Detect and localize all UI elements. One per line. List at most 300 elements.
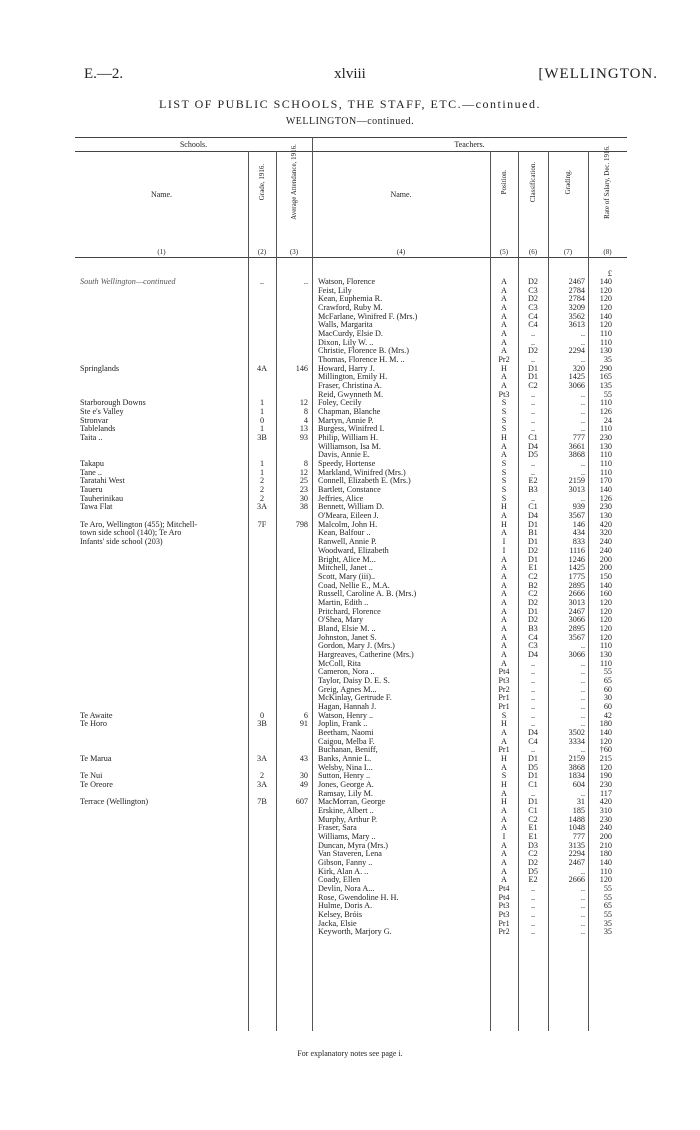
teacher-position: S — [501, 476, 507, 486]
teacher-position: A — [501, 727, 507, 737]
teacher-salary: 120 — [599, 875, 612, 885]
teacher-classification: C4 — [528, 320, 538, 330]
table-row — [0, 798, 700, 807]
teacher-grading: 777 — [572, 832, 585, 841]
teacher-grading: .. — [580, 918, 585, 928]
teacher-salary: 230 — [599, 433, 612, 443]
teacher-grading: 434 — [572, 528, 585, 538]
average-attendance: .. — [303, 277, 308, 286]
teacher-name: Speedy, Hortense — [318, 460, 376, 469]
teacher-salary: 35 — [603, 918, 612, 928]
teacher-salary: 140 — [599, 858, 612, 868]
table-row — [0, 373, 700, 382]
teacher-grading: .. — [580, 415, 585, 425]
teacher-classification: E2 — [528, 875, 538, 885]
teacher-salary: 126 — [599, 493, 612, 503]
teacher-grading: .. — [580, 329, 585, 339]
teacher-name: Gordon, Mary J. (Mrs.) — [318, 642, 395, 651]
teacher-grading: .. — [580, 658, 585, 668]
teacher-name: Bright, Alice M... — [318, 555, 376, 564]
teacher-grading: 833 — [572, 537, 585, 547]
teacher-salary: 130 — [599, 441, 612, 451]
school-grade: 2 — [259, 476, 265, 486]
average-attendance: 25 — [299, 476, 308, 486]
schools-group-header: Schools. — [179, 140, 208, 149]
teacher-salary: 200 — [599, 554, 612, 564]
teacher-name: Woodward, Elizabeth — [318, 546, 389, 555]
teacher-salary: 230 — [599, 779, 612, 789]
teacher-salary: 140 — [599, 727, 612, 737]
teacher-classification: D1 — [527, 519, 538, 529]
classification-header: Classification. — [529, 161, 537, 203]
teacher-classification: D3 — [527, 840, 538, 850]
teacher-salary: 120 — [599, 623, 612, 633]
currency-symbol: £ — [607, 268, 612, 278]
teacher-classification: C2 — [528, 381, 538, 391]
col-number-7: (7) — [563, 248, 573, 256]
teacher-name: Bartlett, Constance — [318, 486, 381, 495]
table-row — [0, 911, 700, 920]
teacher-salary: 55 — [603, 667, 612, 677]
teacher-salary: 120 — [599, 285, 612, 295]
table-row — [0, 703, 700, 712]
table-row — [0, 382, 700, 391]
school-name: Te Oreore — [80, 780, 113, 789]
school-name: Te Marua — [80, 754, 112, 763]
teacher-salary: 420 — [599, 519, 612, 529]
table-row — [0, 512, 700, 521]
teacher-grading: .. — [580, 710, 585, 720]
teacher-name: Hagan, Hannah J. — [318, 702, 377, 711]
school-grade: 2 — [259, 485, 265, 495]
table-row — [0, 538, 700, 547]
col-number-4: (4) — [396, 248, 406, 256]
teacher-position: A — [501, 805, 507, 815]
teacher-position: S — [501, 415, 507, 425]
table-row — [0, 694, 700, 703]
teacher-salary: 180 — [599, 849, 612, 859]
teacher-grading: 185 — [572, 805, 585, 815]
teacher-classification: E1 — [528, 832, 538, 841]
teacher-classification: .. — [530, 918, 536, 928]
teacher-classification: C1 — [528, 805, 538, 815]
teacher-classification: D2 — [527, 597, 538, 607]
average-attendance: 798 — [295, 519, 308, 529]
school-grade: 3B — [257, 433, 267, 443]
table-row — [0, 868, 700, 877]
teacher-position: H — [501, 719, 507, 729]
col-number-3: (3) — [289, 248, 299, 256]
teacher-name: Murphy, Arthur P. — [318, 815, 378, 824]
teacher-name: Reid, Gwynneth M. — [318, 390, 384, 399]
teacher-position: S — [501, 771, 507, 781]
teacher-grading: .. — [580, 693, 585, 703]
teacher-classification: .. — [530, 901, 536, 911]
average-attendance: 8 — [303, 407, 308, 417]
teacher-position: A — [501, 381, 507, 391]
grade-header: Grade, 1916. — [258, 163, 266, 201]
teacher-salary: 120 — [599, 632, 612, 642]
teacher-table-body — [0, 278, 700, 937]
table-row — [0, 686, 700, 695]
teacher-name: Sutton, Henry .. — [318, 772, 371, 781]
teacher-position: A — [501, 823, 507, 833]
teacher-classification: .. — [530, 415, 536, 425]
teacher-name: Williams, Mary .. — [318, 833, 376, 841]
teacher-grading: .. — [580, 389, 585, 399]
school-name: Stronvar — [80, 416, 109, 425]
school-grade: 4A — [256, 363, 267, 373]
teacher-name: Connell, Elizabeth E. (Mrs.) — [318, 477, 411, 486]
teacher-position: A — [501, 849, 507, 859]
teacher-salary: 165 — [599, 372, 612, 382]
teacher-salary: 240 — [599, 537, 612, 547]
teacher-position: A — [501, 658, 507, 668]
table-row — [0, 816, 700, 825]
teacher-classification: D2 — [527, 615, 538, 625]
teacher-position: S — [501, 424, 507, 434]
teacher-grading: .. — [580, 788, 585, 798]
teacher-classification: .. — [530, 927, 536, 937]
teacher-classification: .. — [530, 701, 536, 711]
teacher-position: S — [501, 485, 507, 495]
teacher-grading: .. — [580, 641, 585, 651]
teacher-position: A — [501, 649, 507, 659]
school-grade: 1 — [259, 424, 265, 434]
teacher-classification: .. — [530, 493, 536, 503]
teacher-salary: 215 — [599, 753, 612, 763]
teacher-salary: 120 — [599, 606, 612, 616]
teacher-name: Beetham, Naomi — [318, 728, 374, 737]
teacher-salary: 55 — [603, 884, 612, 894]
teacher-name: Martyn, Annie P. — [318, 416, 374, 425]
teacher-name: MacMorran, George — [318, 798, 386, 807]
group-header-rule — [75, 151, 627, 152]
teacher-position: Pt4 — [498, 892, 510, 902]
teacher-classification: .. — [530, 355, 536, 365]
school-name: Taratahi West — [80, 477, 125, 486]
teacher-name: Feist, Lily — [318, 286, 352, 295]
teacher-grading: 3209 — [568, 303, 585, 313]
school-name-header: Name. — [150, 190, 173, 199]
teacher-name: Kirk, Alan A. .. — [318, 867, 369, 876]
teacher-position: H — [501, 753, 507, 763]
teacher-name: Jacka, Elsie — [318, 919, 357, 928]
teacher-position: A — [501, 337, 507, 347]
average-attendance: 23 — [299, 485, 308, 495]
table-row — [0, 720, 700, 729]
teacher-classification: .. — [530, 398, 536, 408]
teacher-salary: 110 — [600, 658, 612, 668]
teacher-position: Pr1 — [498, 693, 510, 703]
teacher-name: Watson, Florence — [318, 278, 376, 286]
teacher-grading: .. — [580, 892, 585, 902]
teacher-classification: D5 — [527, 866, 538, 876]
teacher-salary: 24 — [603, 415, 612, 425]
teacher-name: Joplin, Frank .. — [318, 720, 368, 729]
teacher-salary: 42 — [603, 710, 612, 720]
teacher-position: A — [501, 875, 507, 885]
school-grade: 7F — [257, 519, 267, 529]
school-grade: 3B — [257, 719, 267, 729]
teacher-name: Van Staveren, Lena — [318, 850, 382, 859]
teacher-grading: .. — [580, 910, 585, 920]
teacher-classification: D4 — [527, 441, 538, 451]
table-row — [0, 642, 700, 651]
teacher-classification: C4 — [528, 311, 538, 321]
table-row — [0, 712, 700, 721]
teacher-grading: .. — [580, 355, 585, 365]
teacher-grading: 2666 — [568, 589, 585, 599]
teacher-salary: 110 — [600, 641, 612, 651]
teacher-classification: .. — [530, 684, 536, 694]
teacher-grading: 3135 — [568, 840, 585, 850]
school-name: Springlands — [80, 364, 120, 373]
school-name: Tauherinikau — [80, 494, 124, 503]
teacher-name: Greig, Agnes M... — [318, 685, 377, 694]
teacher-grading: 3868 — [568, 762, 585, 772]
teacher-grading: 3334 — [568, 736, 585, 746]
school-grade: 1 — [259, 467, 265, 477]
teacher-name: Bennett, William D. — [318, 503, 384, 512]
school-grade: 0 — [259, 710, 265, 720]
teacher-name: Erskine, Albert .. — [318, 806, 374, 815]
teacher-salary: 30 — [603, 693, 612, 703]
teacher-grading: 1425 — [568, 372, 585, 382]
school-grade: 2 — [259, 493, 265, 503]
teacher-salary: 65 — [603, 675, 612, 685]
teacher-grading: 1834 — [568, 771, 585, 781]
table-row — [0, 486, 700, 495]
table-row — [0, 781, 700, 790]
table-row — [0, 850, 700, 859]
teacher-position: A — [501, 346, 507, 356]
teacher-position: Pr1 — [498, 745, 510, 755]
teacher-position: H — [501, 519, 507, 529]
teacher-salary: 120 — [599, 615, 612, 625]
teacher-name: Thomas, Florence H. M. .. — [318, 356, 405, 365]
teacher-classification: D1 — [527, 372, 538, 382]
school-grade: 0 — [259, 415, 265, 425]
teacher-classification: D1 — [527, 537, 538, 547]
teacher-classification: C2 — [528, 849, 538, 859]
teacher-grading: 3567 — [568, 511, 585, 521]
teacher-position: S — [501, 493, 507, 503]
teacher-classification: E1 — [528, 823, 538, 833]
teacher-classification: C2 — [528, 571, 538, 581]
teacher-name: Welsby, Nina I... — [318, 763, 373, 772]
teacher-position: I — [502, 537, 506, 547]
teacher-classification: C1 — [528, 779, 538, 789]
table-row — [0, 729, 700, 738]
footer-note: For explanatory notes see page i. — [297, 1049, 403, 1058]
teacher-name: Hargreaves, Catherine (Mrs.) — [318, 650, 414, 659]
teacher-position: A — [501, 511, 507, 521]
teacher-grading: 3066 — [568, 615, 585, 625]
teacher-position: A — [501, 623, 507, 633]
school-grade: 3A — [256, 779, 267, 789]
school-name: Takapu — [80, 460, 104, 469]
teacher-position: Pt4 — [498, 884, 510, 894]
table-row — [0, 738, 700, 747]
teacher-classification: .. — [530, 719, 536, 729]
school-grade: .. — [259, 277, 265, 286]
teacher-salary: 110 — [600, 424, 612, 434]
teacher-classification: .. — [530, 389, 536, 399]
teacher-grading: 2294 — [568, 849, 585, 859]
teacher-classification: .. — [530, 693, 536, 703]
table-row — [0, 365, 700, 374]
table-row — [0, 460, 700, 469]
table-row — [0, 807, 700, 816]
school-name: Te Aro, Wellington (455); Mitchell- — [80, 520, 198, 529]
table-row — [0, 660, 700, 669]
table-row — [0, 859, 700, 868]
teacher-position: A — [501, 641, 507, 651]
teacher-name: Caigou, Melba F. — [318, 737, 375, 746]
table-row — [0, 529, 700, 538]
teacher-position: I — [502, 545, 506, 555]
teacher-salary: 110 — [600, 866, 612, 876]
teacher-name: Walls, Margarita — [318, 321, 373, 330]
teacher-classification: .. — [530, 337, 536, 347]
teacher-classification: D1 — [527, 753, 538, 763]
average-attendance: 146 — [295, 363, 308, 373]
teacher-grading: .. — [580, 701, 585, 711]
teacher-name: Davis, Annie E. — [318, 451, 370, 460]
teacher-classification: .. — [530, 675, 536, 685]
teacher-position: A — [501, 372, 507, 382]
teacher-position: A — [501, 736, 507, 746]
teacher-position: Pt3 — [498, 901, 510, 911]
teacher-grading: 2895 — [568, 623, 585, 633]
table-row — [0, 902, 700, 911]
teacher-name: McKinlay, Gertrude F. — [318, 694, 392, 703]
header-bottom-rule — [75, 257, 627, 258]
teacher-salary: 180 — [599, 719, 612, 729]
teacher-grading: .. — [580, 675, 585, 685]
school-name: Tane .. — [80, 468, 102, 477]
teacher-name: Duncan, Myra (Mrs.) — [318, 841, 389, 850]
teacher-salary: 110 — [600, 459, 612, 469]
school-grade: 1 — [259, 398, 265, 408]
teacher-salary: 55 — [603, 389, 612, 399]
teacher-name: Fraser, Christina A. — [318, 382, 382, 391]
teacher-salary: 120 — [599, 762, 612, 772]
teacher-name-header: Name. — [390, 190, 412, 199]
table-row — [0, 928, 700, 937]
teacher-classification: D4 — [527, 649, 538, 659]
table-row — [0, 330, 700, 339]
table-row — [0, 651, 700, 660]
teacher-classification: D2 — [527, 545, 538, 555]
teacher-position: A — [501, 866, 507, 876]
school-name: Infants' side school (203) — [80, 538, 163, 547]
table-row — [0, 339, 700, 348]
teacher-grading: .. — [580, 866, 585, 876]
teacher-position: S — [501, 398, 507, 408]
table-row — [0, 833, 700, 842]
table-row — [0, 278, 700, 287]
table-row — [0, 547, 700, 556]
teacher-classification: .. — [530, 658, 536, 668]
teacher-salary: 130 — [599, 346, 612, 356]
teacher-position: A — [501, 858, 507, 868]
teacher-position: A — [501, 294, 507, 304]
teacher-position: A — [501, 788, 507, 798]
teacher-grading: 2467 — [568, 277, 585, 286]
teacher-name: Martin, Edith .. — [318, 598, 369, 607]
teacher-classification: B3 — [528, 623, 538, 633]
teacher-name: Mitchell, Janet .. — [318, 564, 373, 573]
page-number: xlviii — [334, 66, 366, 82]
teacher-name: Ranwell, Annie P. — [318, 538, 377, 547]
teacher-grading: .. — [580, 684, 585, 694]
teacher-salary: 240 — [599, 823, 612, 833]
table-row — [0, 521, 700, 530]
average-attendance: 12 — [299, 467, 308, 477]
teacher-salary: 35 — [603, 355, 612, 365]
teacher-grading: 777 — [572, 433, 585, 443]
table-row — [0, 746, 700, 755]
teacher-name: Banks, Annie L. — [318, 754, 372, 763]
teacher-grading: 2159 — [568, 476, 585, 486]
teacher-grading: 1425 — [568, 563, 585, 573]
table-row — [0, 469, 700, 478]
teacher-position: A — [501, 840, 507, 850]
table-top-rule — [75, 137, 627, 138]
teacher-grading: .. — [580, 927, 585, 937]
table-row — [0, 477, 700, 486]
table-row — [0, 443, 700, 452]
teacher-salary: 320 — [599, 528, 612, 538]
teacher-salary: 60 — [603, 701, 612, 711]
teacher-salary: 135 — [599, 381, 612, 391]
teacher-grading: 1048 — [568, 823, 585, 833]
teacher-grading: 146 — [572, 519, 585, 529]
teacher-name: Coad, Nellie E., M.A. — [318, 581, 390, 590]
teacher-position: A — [501, 554, 507, 564]
teacher-classification: .. — [530, 667, 536, 677]
teacher-position: Pr2 — [498, 355, 510, 365]
teacher-name: Cameron, Nora .. — [318, 668, 375, 677]
teacher-salary: 55 — [603, 910, 612, 920]
teacher-name: Pritchard, Florence — [318, 607, 381, 616]
teacher-grading: 2159 — [568, 753, 585, 763]
teacher-classification: D4 — [527, 511, 538, 521]
teacher-grading: 1116 — [569, 545, 585, 555]
teacher-position: A — [501, 320, 507, 330]
teacher-position: A — [501, 762, 507, 772]
teacher-name: Philip, William H. — [318, 434, 379, 443]
average-attendance: 49 — [299, 779, 308, 789]
teacher-classification: .. — [530, 467, 536, 477]
teacher-position: Pr2 — [498, 927, 510, 937]
teacher-position: S — [501, 407, 507, 417]
teacher-classification: D1 — [527, 771, 538, 781]
teacher-name: Williamson, Isa M. — [318, 442, 381, 451]
teacher-grading: 604 — [572, 779, 585, 789]
teacher-name: Kean, Euphemia R. — [318, 295, 383, 304]
table-row — [0, 876, 700, 885]
table-row — [0, 755, 700, 764]
teacher-salary: 140 — [599, 311, 612, 321]
teacher-classification: D5 — [527, 762, 538, 772]
table-row — [0, 313, 700, 322]
teacher-name: Watson, Henry .. — [318, 711, 374, 720]
table-row — [0, 842, 700, 851]
page-subtitle: WELLINGTON—continued. — [285, 116, 415, 127]
